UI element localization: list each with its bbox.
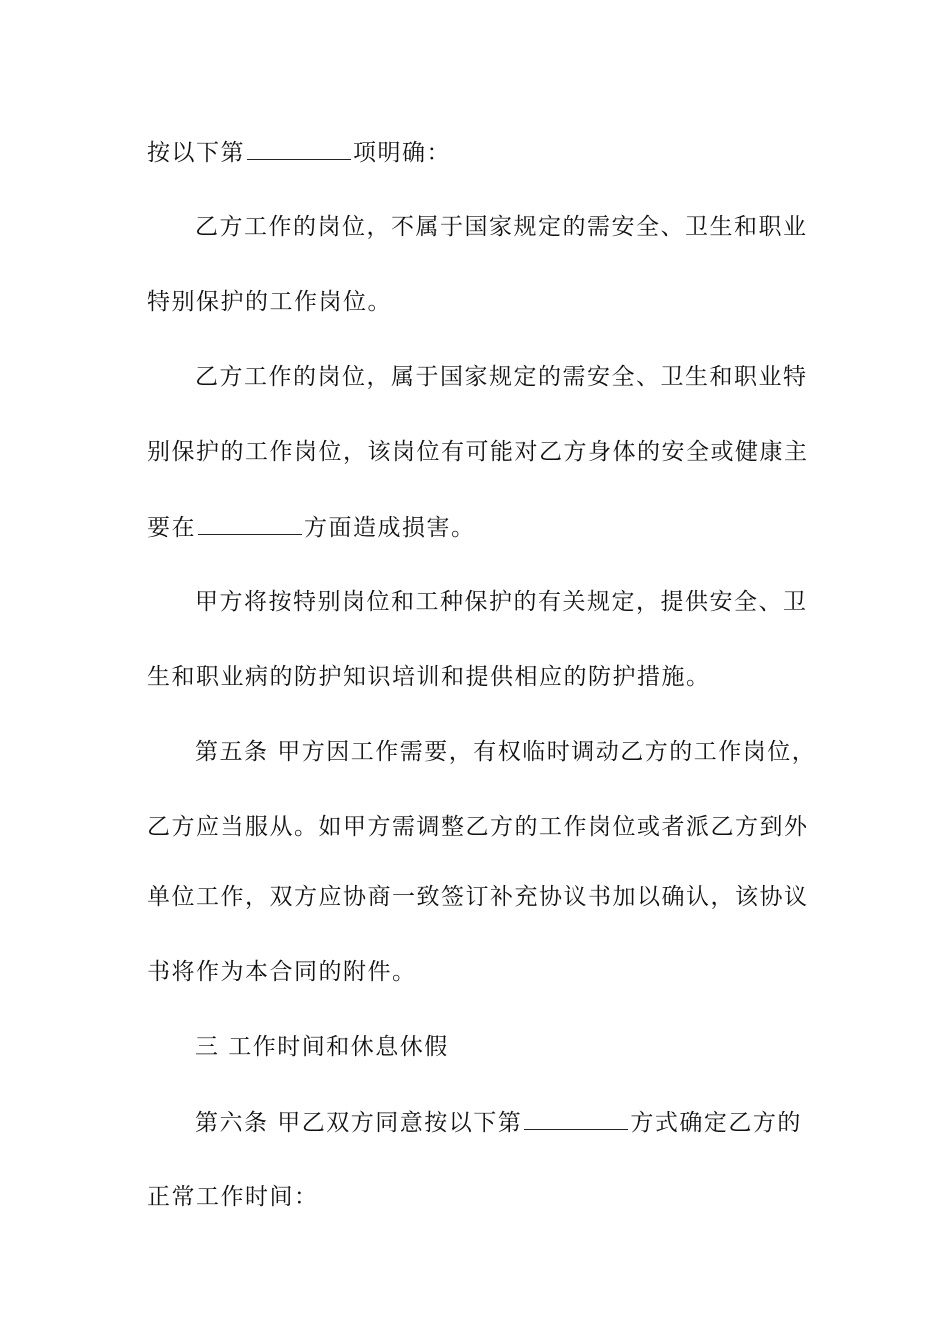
paragraph-line: 特别保护的工作岗位。: [147, 289, 392, 315]
paragraph-line: 正常工作时间：: [147, 1184, 319, 1210]
line-text: 按以下第: [147, 140, 245, 166]
paragraph-line: 乙方工作的岗位，属于国家规定的需安全、卫生和职业特: [195, 364, 808, 390]
fill-in-blank[interactable]: [198, 512, 302, 535]
paragraph-line: [147, 137, 807, 167]
paragraph-line: 书将作为本合同的附件。: [147, 959, 417, 985]
line-text: 方面造成损害。: [304, 515, 476, 541]
paragraph-line: 甲方将按特别岗位和工种保护的有关规定，提供安全、卫: [195, 589, 808, 615]
paragraph-line: 乙方应当服从。如甲方需调整乙方的工作岗位或者派乙方到外: [147, 814, 809, 840]
paragraph-line: [147, 512, 807, 542]
line-text: 第六条 甲乙双方同意按以下第: [195, 1110, 523, 1136]
fill-in-blank[interactable]: [247, 137, 351, 160]
paragraph-line: [195, 1107, 855, 1137]
line-text: 项明确：: [353, 140, 451, 166]
paragraph-line: 别保护的工作岗位，该岗位有可能对乙方身体的安全或健康主: [147, 439, 809, 465]
paragraph-line: 第五条 甲方因工作需要，有权临时调动乙方的工作岗位，: [195, 739, 817, 765]
paragraph-line: 单位工作，双方应协商一致签订补充协议书加以确认，该协议: [147, 884, 809, 910]
section-heading: 三 工作时间和休息休假: [195, 1034, 449, 1060]
fill-in-blank[interactable]: [524, 1107, 628, 1130]
line-text: 方式确定乙方的: [630, 1110, 802, 1136]
paragraph-line: 乙方工作的岗位，不属于国家规定的需安全、卫生和职业: [195, 214, 808, 240]
line-text: 要在: [147, 515, 196, 541]
paragraph-line: 生和职业病的防护知识培训和提供相应的防护措施。: [147, 664, 711, 690]
